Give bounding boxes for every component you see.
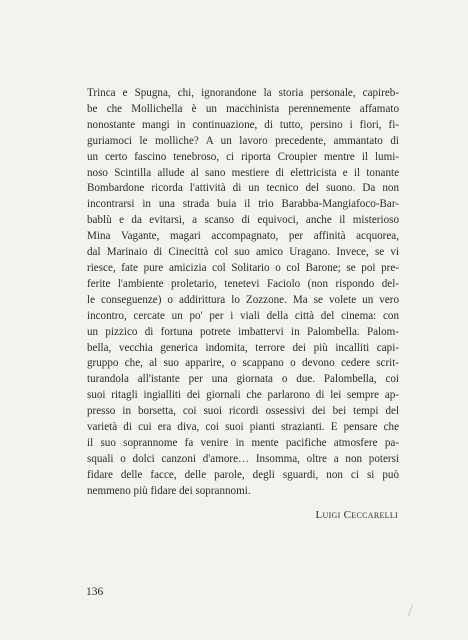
text-line: incontrarsi in una strada buia il trio Barabba-Mangiafoco-Bar- <box>87 198 399 211</box>
text-line: le conseguenze) o addirittura lo Zozzone. Ma se volete un vero <box>87 293 399 306</box>
text-line: dal Marinaio di Cinecittà col suo amico Uragano. Invece, se vi <box>87 246 399 259</box>
body-text <box>87 86 399 500</box>
text-line: riesce, fate pure amicizia col Solitario o col Barone; se poi pre- <box>87 261 399 274</box>
text-line: bablù e da evitarsi, a scanso di equivoci, anche il misterioso <box>87 214 399 227</box>
text-line: nonostante mangi in continuazione, di tutto, persino i fiori, fi- <box>87 118 399 131</box>
text-line: Trinca e Spugna, chi, ignorandone la storia personale, capireb- <box>87 87 399 99</box>
text-line: un certo fascino tenebroso, ci riporta Croupier mentre il lumi- <box>87 150 399 163</box>
scan-mark <box>408 604 413 616</box>
text-line: turandola all'istante per una giornata o due. Palombella, coi <box>87 373 399 386</box>
text-line: Bombardone ricorda l'attività di un tecnico del suono. Da non <box>87 182 399 195</box>
text-line: bella, vecchia generica indomita, terrore dei più incalliti capi- <box>87 341 399 354</box>
text-line: presso in borsetta, coi suoi ricordi ossessivi dei bei tempi del <box>87 405 399 418</box>
text-line: nemmeno più fidare dei soprannomi. <box>87 484 251 497</box>
text-line: squali o dolci canzoni d'amore… Insomma, oltre a non potersi <box>87 452 399 465</box>
text-line: guriamoci le molliche? A un lavoro precedente, ammantato di <box>87 134 399 147</box>
author-signature: Luigi Ceccarelli <box>315 509 398 521</box>
text-line: ferite l'ambiente proletario, tenetevi Faciolo (non rispondo del- <box>87 277 399 290</box>
text-line: varietà di cui era diva, coi suoi pianti strazianti. E pensare che <box>87 421 399 434</box>
text-line: suoi ritagli ingialliti dei giornali che parlarono di lei sempre ap- <box>87 389 399 402</box>
text-line: noso Scintilla allude al sano mestiere di elettricista e il tonante <box>87 166 399 179</box>
page-number: 136 <box>86 586 104 598</box>
text-line: be che Mollichella è un macchinista perennemente affamato <box>87 102 399 115</box>
text-line: un pizzico di fortuna potrete imbattervi in Palombella. Palom- <box>87 325 399 338</box>
text-line: incontro, cercate un po' per i viali della città del cinema: con <box>87 309 399 322</box>
text-line: il suo soprannome fa venire in mente pacifiche atmosfere pa- <box>87 436 399 449</box>
text-line: fidare delle facce, delle parole, degli sguardi, non ci si può <box>87 468 399 481</box>
text-line: gruppo che, al suo apparire, o scappano o devono cedere scrit- <box>87 357 399 370</box>
text-line: Mina Vagante, magari accompagnato, per affinità acquorea, <box>87 230 399 243</box>
